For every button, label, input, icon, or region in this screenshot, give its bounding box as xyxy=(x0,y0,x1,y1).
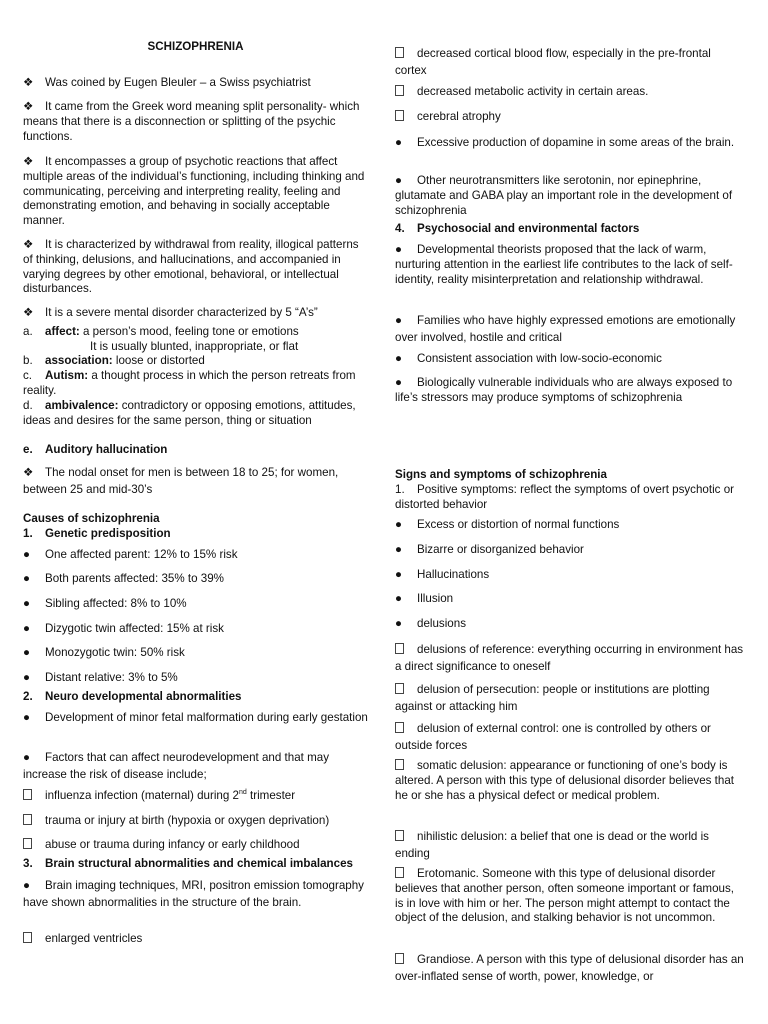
diamond-bullet-icon: ❖ xyxy=(23,100,34,113)
intro-item: ❖ It came from the Greek word meaning split personality- which means that there is a disconnection or splitting of the psychic functions. xyxy=(23,100,360,143)
dot-bullet-icon: ● xyxy=(23,548,31,561)
checkbox-bullet-icon xyxy=(395,45,417,62)
list-item: decreased cortical blood flow, especially in the pre-frontal cortex xyxy=(395,47,711,78)
dot-bullet-icon: ● xyxy=(395,376,403,389)
diamond-bullet-icon: ❖ xyxy=(23,155,34,168)
list-item: ● Dizygotic twin affected: 15% at risk xyxy=(23,622,224,635)
list-item: nihilistic delusion: a belief that one is dead or the world is ending xyxy=(395,830,709,861)
list-item: ● Factors that can affect neurodevelopment and that may increase the risk of disease include; xyxy=(23,751,330,782)
checkbox-bullet-icon xyxy=(395,681,417,698)
list-item: ● Other neurotransmitters like serotonin, nor epinephrine, glutamate and GABA play an important role in the development of schizophrenia xyxy=(395,174,733,217)
list-item: ● Both parents affected: 35% to 39% xyxy=(23,572,224,585)
dot-bullet-icon: ● xyxy=(23,622,31,635)
checkbox-bullet-icon xyxy=(395,759,417,774)
list-item: influenza infection (maternal) during 2nd trimester xyxy=(23,789,368,804)
dot-bullet-icon: ● xyxy=(23,646,31,659)
diamond-bullet-icon: ❖ xyxy=(23,306,34,319)
intro-item: ❖ It encompasses a group of psychotic reactions that affect multiple areas of the individual’s functioning, including thinking and communicating, perceiving and interpreting reality, feeling and demonstrating emotion, and behaving in socially acceptable manner. xyxy=(23,155,365,228)
checkbox-bullet-icon xyxy=(395,867,417,882)
five-a-item: b. association: loose or distorted xyxy=(23,354,205,367)
list-item: ● Development of minor fetal malformation during early gestation xyxy=(23,709,368,726)
signs-heading: Signs and symptoms of schizophrenia xyxy=(395,468,607,481)
dot-bullet-icon: ● xyxy=(23,572,31,585)
psychosocial-heading: 4. Psychosocial and environmental factors xyxy=(395,222,640,235)
onset-item: ❖ The nodal onset for men is between 18 to 25; for women, between 25 and mid-30’s xyxy=(23,466,339,497)
dot-bullet-icon: ● xyxy=(395,174,403,187)
dot-bullet-icon: ● xyxy=(395,314,403,327)
list-item: ● Families who have highly expressed emotions are emotionally over involved, hostile and critical xyxy=(395,314,736,345)
dot-bullet-icon: ● xyxy=(395,568,403,581)
list-item: delusion of persecution: people or institutions are plotting against or attacking him xyxy=(395,683,710,714)
neuro-heading: 2. Neuro developmental abnormalities xyxy=(23,690,242,703)
list-item: ● Brain imaging techniques, MRI, positron emission tomography have shown abnormalities in the structure of the brain. xyxy=(23,879,364,910)
list-item: ● Monozygotic twin: 50% risk xyxy=(23,646,185,659)
diamond-bullet-icon: ❖ xyxy=(23,238,34,251)
list-item: ● Bizarre or disorganized behavior xyxy=(395,543,584,556)
dot-bullet-icon: ● xyxy=(23,671,31,684)
list-item: delusions of reference: everything occurring in environment has a direct significance to oneself xyxy=(395,643,744,674)
checkbox-bullet-icon xyxy=(23,789,45,804)
five-a-item: d. ambivalence: contradictory or opposing emotions, attitudes, ideas and desires for the same person, thing or situation xyxy=(23,399,356,427)
dot-bullet-icon: ● xyxy=(395,543,403,556)
list-item: decreased metabolic activity in certain areas. xyxy=(395,85,745,100)
checkbox-bullet-icon xyxy=(395,828,417,845)
list-item: ● Developmental theorists proposed that the lack of warm, nurturing attention in the earliest life contributes to the lack of self-identity, reality misinterpretation and relationship withdrawal. xyxy=(395,243,733,286)
dot-bullet-icon: ● xyxy=(395,352,403,365)
list-item: Grandiose. A person with this type of delusional disorder has an over-inflated sense of worth, power, knowledge, or xyxy=(395,953,744,984)
list-item: ● delusions xyxy=(395,617,466,630)
list-item: ● Hallucinations xyxy=(395,568,490,581)
checkbox-bullet-icon xyxy=(395,720,417,737)
positive-symptoms: 1. Positive symptoms: reflect the symptoms of overt psychotic or distorted behavior xyxy=(395,483,734,511)
checkbox-bullet-icon xyxy=(23,814,45,829)
causes-heading: Causes of schizophrenia xyxy=(23,512,160,525)
list-item: ● Illusion xyxy=(395,592,454,605)
five-a-item-extra: It is usually blunted, inappropriate, or flat xyxy=(90,340,299,353)
list-item: cerebral atrophy xyxy=(395,110,745,125)
list-item: ● Consistent association with low-socio-economic xyxy=(395,352,662,365)
document-title: SCHIZOPHRENIA xyxy=(147,40,244,53)
five-a-item: c. Autism: a thought process in which the person retreats from reality. xyxy=(23,369,356,397)
list-item: Erotomanic. Someone with this type of delusional disorder believes that another person, often someone important or famous, is in love with him or her. The person might attempt to contact the object of the delusion, and stalking behavior is not uncommon. xyxy=(395,867,734,925)
checkbox-bullet-icon xyxy=(395,951,417,968)
dot-bullet-icon: ● xyxy=(395,136,403,149)
intro-item: ❖ It is characterized by withdrawal from reality, illogical patterns of thinking, delusions, and hallucinations, and accompanied in varying degrees by other emotional, behavioral, or intellectual disturbances. xyxy=(23,238,359,296)
dot-bullet-icon: ● xyxy=(23,879,31,892)
dot-bullet-icon: ● xyxy=(395,243,403,256)
checkbox-bullet-icon xyxy=(395,85,417,100)
intro-item: ❖ It is a severe mental disorder characterized by 5 “A’s” xyxy=(23,306,318,319)
dot-bullet-icon: ● xyxy=(23,597,31,610)
checkbox-bullet-icon xyxy=(395,641,417,658)
list-item: ● Biologically vulnerable individuals who are always exposed to life’s stressors may produce symptoms of schizophrenia xyxy=(395,376,733,404)
list-item: ● Distant relative: 3% to 5% xyxy=(23,671,178,684)
list-item: ● Sibling affected: 8% to 10% xyxy=(23,597,187,610)
list-item: delusion of external control: one is controlled by others or outside forces xyxy=(395,722,711,753)
dot-bullet-icon: ● xyxy=(23,751,31,764)
diamond-bullet-icon: ❖ xyxy=(23,466,34,479)
five-a-item: e. Auditory hallucination xyxy=(23,443,168,456)
checkbox-bullet-icon xyxy=(395,110,417,125)
dot-bullet-icon: ● xyxy=(395,592,403,605)
five-a-item: a. affect: a person’s mood, feeling tone or emotions xyxy=(23,325,299,338)
list-item: somatic delusion: appearance or functioning of one’s body is altered. A person with this type of delusional disorder believes that he or she has a physical defect or medical problem. xyxy=(395,759,734,802)
dot-bullet-icon: ● xyxy=(23,711,31,724)
list-item: ● Excess or distortion of normal functions xyxy=(395,518,620,531)
checkbox-bullet-icon xyxy=(23,838,45,853)
dot-bullet-icon: ● xyxy=(395,518,403,531)
list-item: enlarged ventricles xyxy=(23,932,368,947)
diamond-bullet-icon: ❖ xyxy=(23,76,34,89)
checkbox-bullet-icon xyxy=(23,932,45,947)
list-item: abuse or trauma during infancy or early childhood xyxy=(23,838,368,853)
list-item: trauma or injury at birth (hypoxia or oxygen deprivation) xyxy=(23,814,368,829)
genetic-heading: 1. Genetic predisposition xyxy=(23,527,171,540)
list-item: ● One affected parent: 12% to 15% risk xyxy=(23,548,238,561)
intro-item: ❖ Was coined by Eugen Bleuler – a Swiss psychiatrist xyxy=(23,76,311,89)
brain-heading: 3. Brain structural abnormalities and chemical imbalances xyxy=(23,857,353,870)
dot-bullet-icon: ● xyxy=(395,617,403,630)
list-item: ● Excessive production of dopamine in some areas of the brain. xyxy=(395,134,745,151)
